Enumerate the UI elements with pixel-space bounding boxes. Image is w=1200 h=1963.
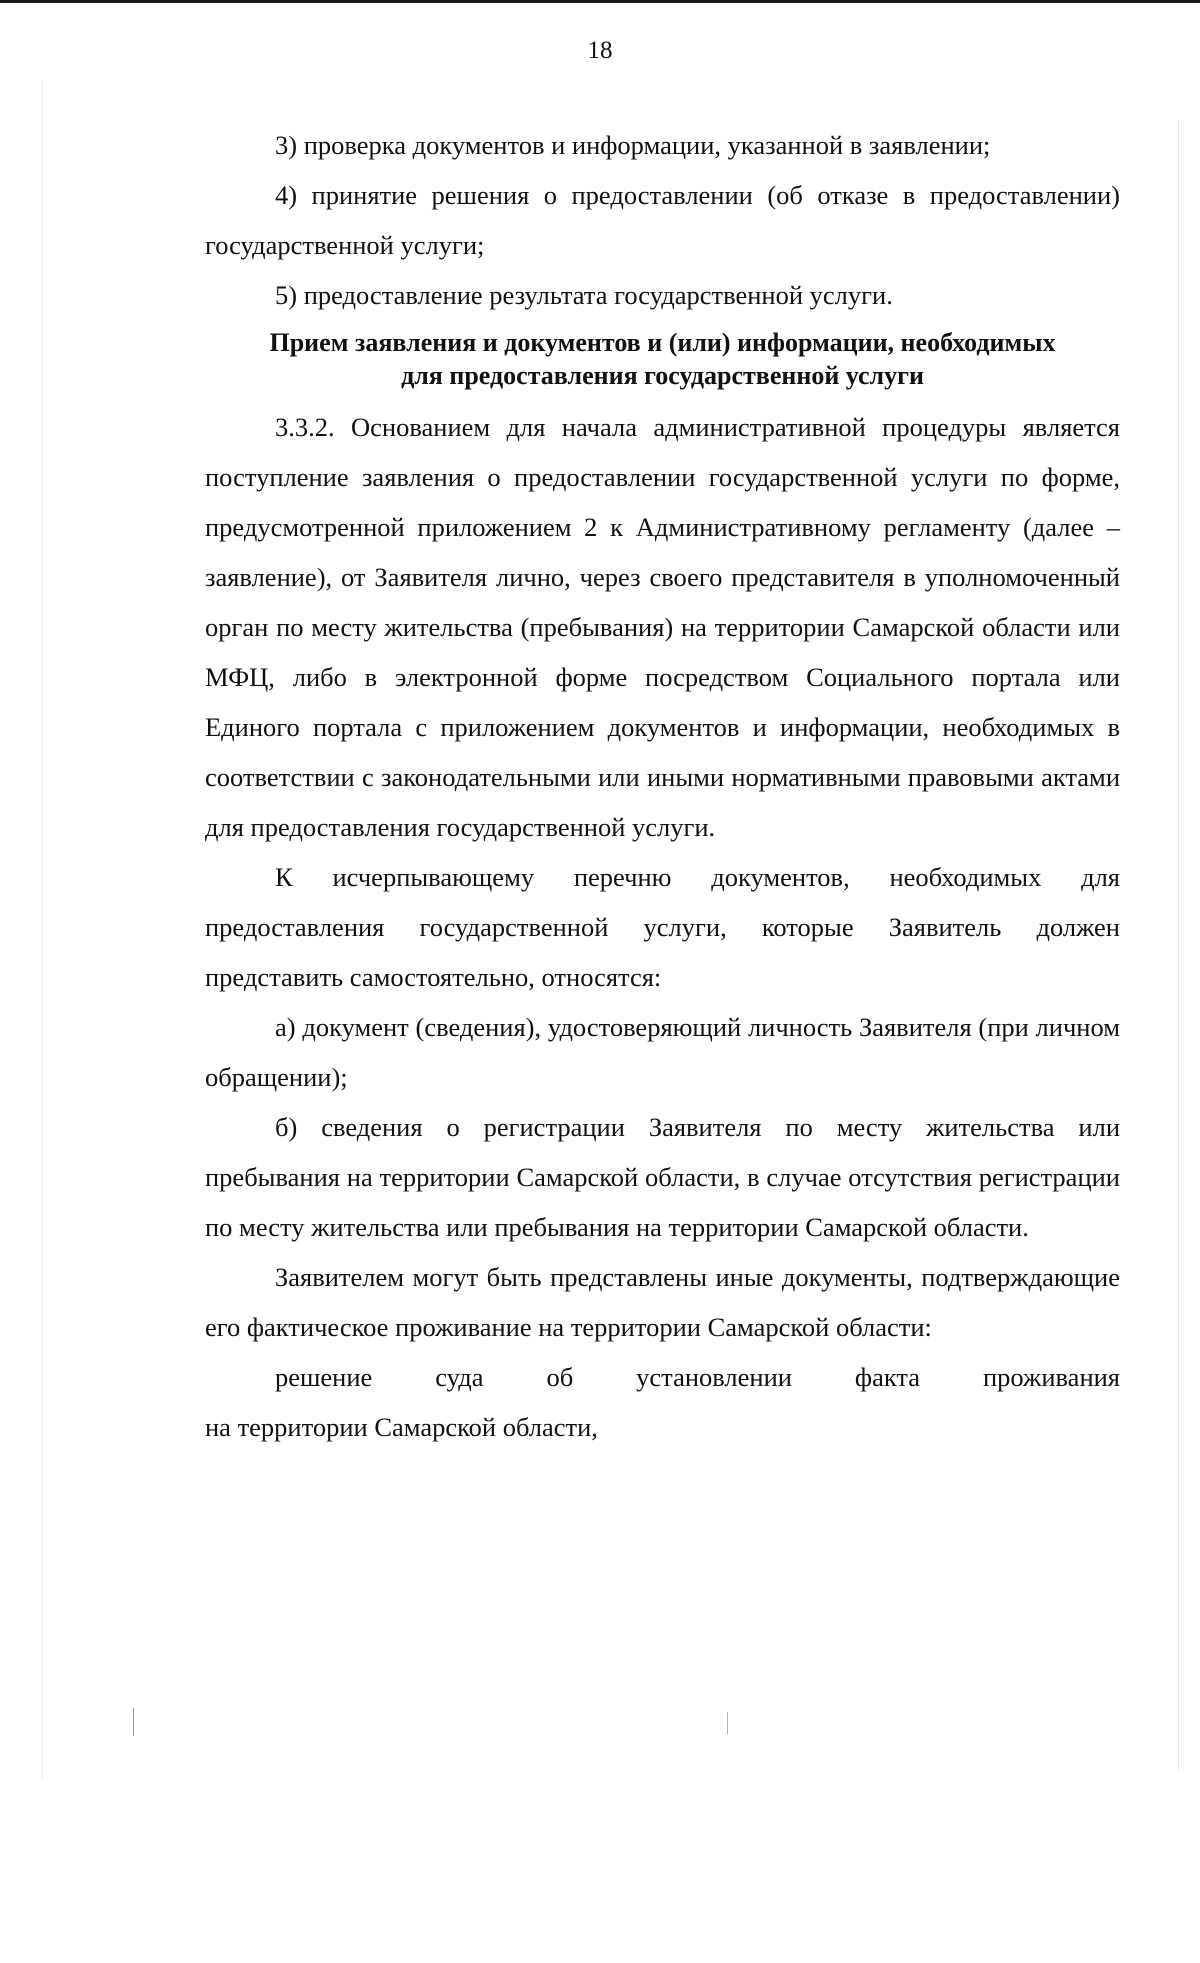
scan-top-border bbox=[0, 0, 1200, 3]
paragraph-court-decision-line-1: решение суда об установлении факта проживания bbox=[275, 1362, 1120, 1392]
scan-right-edge-mark bbox=[1178, 120, 1179, 1770]
paragraph-court-decision-line-2: на территории Самарской области, bbox=[205, 1412, 598, 1442]
scan-bottom-center-mark bbox=[727, 1712, 728, 1734]
paragraph-item-a: а) документ (сведения), удостоверяющий личность Заявителя (при личном обращении); bbox=[205, 1012, 1120, 1092]
list-item-3: 3) проверка документов и информации, указанной в заявлении; bbox=[275, 130, 991, 160]
section-heading bbox=[205, 326, 1120, 392]
document-body bbox=[205, 120, 1120, 1452]
paragraph-document-list-intro: К исчерпывающему перечню документов, необходимых для предоставления государственной услуги, которые Заявитель должен представить самостоятельно, относятся: bbox=[205, 862, 1120, 992]
paragraph-3-3-2: 3.3.2. Основанием для начала административной процедуры является поступление заявления о предоставлении государственной услуги по форме, предусмотренной приложением 2 к Административному регламенту (далее – заявление), от Заявителя лично, через своего представителя в уполномоченный орган по месту жительства (пребывания) на территории Самарской области или МФЦ, либо в электронной форме посредством Социального портала или Единого портала с приложением документов и информации, необходимых в соответствии с законодательными или иными нормативными правовыми актами для предоставления государственной услуги. bbox=[205, 412, 1120, 842]
scan-bottom-left-mark bbox=[133, 1708, 134, 1736]
paragraph-other-documents: Заявителем могут быть представлены иные документы, подтверждающие его фактическое проживание на территории Самарской области: bbox=[205, 1262, 1120, 1342]
section-heading-line-2: для предоставления государственной услуги bbox=[401, 361, 924, 390]
page-number: 18 bbox=[587, 37, 613, 64]
list-item-4: 4) принятие решения о предоставлении (об отказе в предоставлении) государственной услуги; bbox=[205, 180, 1120, 260]
paragraph-item-b: б) сведения о регистрации Заявителя по месту жительства или пребывания на территории Самарской области, в случае отсутствия регистрации по месту жительства или пребывания на территории Самарской области. bbox=[205, 1112, 1120, 1242]
scan-left-edge-mark bbox=[42, 80, 43, 1780]
section-heading-line-1: Прием заявления и документов и (или) информации, необходимых bbox=[269, 328, 1056, 357]
list-item-5: 5) предоставление результата государственной услуги. bbox=[275, 280, 893, 310]
